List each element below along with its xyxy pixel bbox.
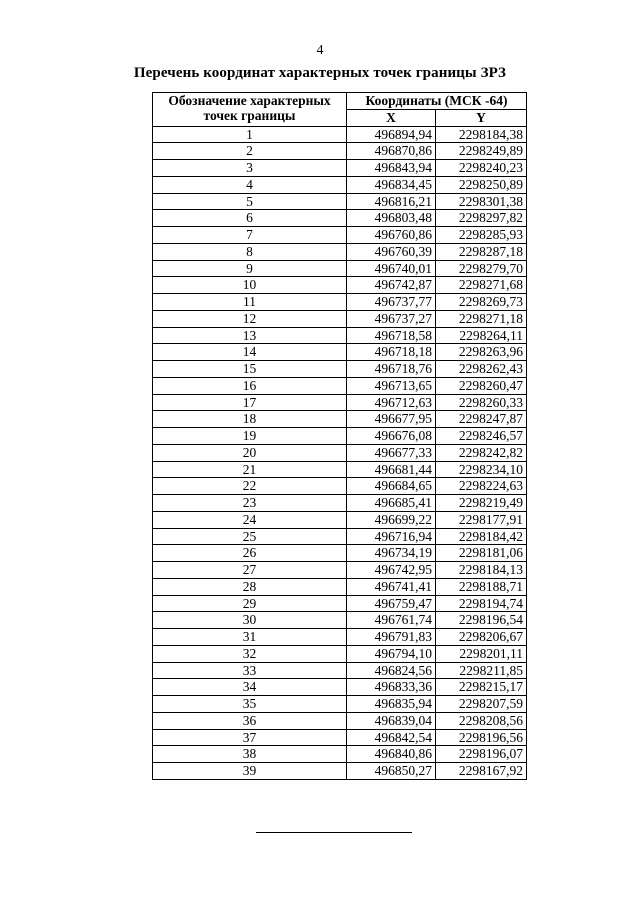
x-coordinate-cell: 496760,86 <box>347 227 436 244</box>
point-number-cell: 32 <box>153 645 347 662</box>
table-row <box>153 712 527 729</box>
point-number-cell: 26 <box>153 545 347 562</box>
table-row <box>153 495 527 512</box>
y-coordinate-cell: 2298262,43 <box>436 361 527 378</box>
x-coordinate-cell: 496842,54 <box>347 729 436 746</box>
x-coordinate-cell: 496713,65 <box>347 377 436 394</box>
header-point-designation: Обозначение характерных точек границы <box>153 93 347 127</box>
y-coordinate-cell: 2298260,47 <box>436 377 527 394</box>
y-coordinate-cell: 2298184,13 <box>436 562 527 579</box>
x-coordinate-cell: 496839,04 <box>347 712 436 729</box>
table-row <box>153 679 527 696</box>
x-coordinate-cell: 496761,74 <box>347 612 436 629</box>
point-number-cell: 11 <box>153 294 347 311</box>
y-coordinate-cell: 2298250,89 <box>436 176 527 193</box>
y-coordinate-cell: 2298264,11 <box>436 327 527 344</box>
y-coordinate-cell: 2298301,38 <box>436 193 527 210</box>
point-number-cell: 17 <box>153 394 347 411</box>
point-number-cell: 28 <box>153 578 347 595</box>
table-row <box>153 763 527 780</box>
table-row <box>153 645 527 662</box>
table-row <box>153 361 527 378</box>
y-coordinate-cell: 2298181,06 <box>436 545 527 562</box>
point-number-cell: 2 <box>153 143 347 160</box>
table-body <box>153 126 527 779</box>
x-coordinate-cell: 496850,27 <box>347 763 436 780</box>
point-number-cell: 36 <box>153 712 347 729</box>
x-coordinate-cell: 496794,10 <box>347 645 436 662</box>
y-coordinate-cell: 2298184,42 <box>436 528 527 545</box>
table-row <box>153 160 527 177</box>
page-number: 4 <box>316 43 324 58</box>
table-row <box>153 210 527 227</box>
table-header <box>153 93 527 127</box>
point-number-cell: 6 <box>153 210 347 227</box>
y-coordinate-cell: 2298194,74 <box>436 595 527 612</box>
x-coordinate-cell: 496685,41 <box>347 495 436 512</box>
x-coordinate-cell: 496681,44 <box>347 461 436 478</box>
point-number-cell: 13 <box>153 327 347 344</box>
point-number-cell: 3 <box>153 160 347 177</box>
table-row <box>153 143 527 160</box>
x-coordinate-cell: 496718,76 <box>347 361 436 378</box>
y-coordinate-cell: 2298271,18 <box>436 310 527 327</box>
table-row <box>153 629 527 646</box>
x-coordinate-cell: 496699,22 <box>347 511 436 528</box>
header-x: X <box>347 109 436 126</box>
y-coordinate-cell: 2298167,92 <box>436 763 527 780</box>
point-number-cell: 4 <box>153 176 347 193</box>
y-coordinate-cell: 2298206,67 <box>436 629 527 646</box>
x-coordinate-cell: 496759,47 <box>347 595 436 612</box>
x-coordinate-cell: 496803,48 <box>347 210 436 227</box>
table-row <box>153 696 527 713</box>
point-number-cell: 31 <box>153 629 347 646</box>
table-row <box>153 227 527 244</box>
y-coordinate-cell: 2298263,96 <box>436 344 527 361</box>
y-coordinate-cell: 2298201,11 <box>436 645 527 662</box>
table-row <box>153 528 527 545</box>
y-coordinate-cell: 2298249,89 <box>436 143 527 160</box>
y-coordinate-cell: 2298211,85 <box>436 662 527 679</box>
point-number-cell: 20 <box>153 444 347 461</box>
x-coordinate-cell: 496737,77 <box>347 294 436 311</box>
x-coordinate-cell: 496835,94 <box>347 696 436 713</box>
point-number-cell: 1 <box>153 126 347 143</box>
y-coordinate-cell: 2298246,57 <box>436 428 527 445</box>
y-coordinate-cell: 2298196,56 <box>436 729 527 746</box>
y-coordinate-cell: 2298240,23 <box>436 160 527 177</box>
table-row <box>153 428 527 445</box>
y-coordinate-cell: 2298215,17 <box>436 679 527 696</box>
y-coordinate-cell: 2298196,54 <box>436 612 527 629</box>
table-row <box>153 344 527 361</box>
x-coordinate-cell: 496716,94 <box>347 528 436 545</box>
x-coordinate-cell: 496737,27 <box>347 310 436 327</box>
coordinates-table <box>152 92 527 780</box>
x-coordinate-cell: 496760,39 <box>347 243 436 260</box>
point-number-cell: 37 <box>153 729 347 746</box>
point-number-cell: 23 <box>153 495 347 512</box>
x-coordinate-cell: 496840,86 <box>347 746 436 763</box>
point-number-cell: 7 <box>153 227 347 244</box>
table-row <box>153 260 527 277</box>
point-number-cell: 29 <box>153 595 347 612</box>
table-row <box>153 243 527 260</box>
point-number-cell: 22 <box>153 478 347 495</box>
table-row <box>153 461 527 478</box>
point-number-cell: 12 <box>153 310 347 327</box>
table-row <box>153 578 527 595</box>
x-coordinate-cell: 496677,95 <box>347 411 436 428</box>
x-coordinate-cell: 496870,86 <box>347 143 436 160</box>
x-coordinate-cell: 496824,56 <box>347 662 436 679</box>
point-number-cell: 10 <box>153 277 347 294</box>
y-coordinate-cell: 2298208,56 <box>436 712 527 729</box>
y-coordinate-cell: 2298184,38 <box>436 126 527 143</box>
y-coordinate-cell: 2298242,82 <box>436 444 527 461</box>
x-coordinate-cell: 496740,01 <box>347 260 436 277</box>
table-row <box>153 193 527 210</box>
point-number-cell: 38 <box>153 746 347 763</box>
y-coordinate-cell: 2298219,49 <box>436 495 527 512</box>
table-row <box>153 662 527 679</box>
header-coordinates: Координаты (МСК -64) <box>347 93 527 110</box>
y-coordinate-cell: 2298234,10 <box>436 461 527 478</box>
x-coordinate-cell: 496676,08 <box>347 428 436 445</box>
x-coordinate-cell: 496734,19 <box>347 545 436 562</box>
x-coordinate-cell: 496791,83 <box>347 629 436 646</box>
point-number-cell: 25 <box>153 528 347 545</box>
y-coordinate-cell: 2298260,33 <box>436 394 527 411</box>
table-row <box>153 746 527 763</box>
table-row <box>153 277 527 294</box>
table-row <box>153 176 527 193</box>
table-row <box>153 126 527 143</box>
table-row <box>153 545 527 562</box>
y-coordinate-cell: 2298285,93 <box>436 227 527 244</box>
point-number-cell: 24 <box>153 511 347 528</box>
point-number-cell: 14 <box>153 344 347 361</box>
x-coordinate-cell: 496677,33 <box>347 444 436 461</box>
table-row <box>153 310 527 327</box>
table-row <box>153 294 527 311</box>
point-number-cell: 16 <box>153 377 347 394</box>
table-row <box>153 394 527 411</box>
y-coordinate-cell: 2298279,70 <box>436 260 527 277</box>
table-row <box>153 478 527 495</box>
table-row <box>153 377 527 394</box>
x-coordinate-cell: 496816,21 <box>347 193 436 210</box>
table-header-row-top <box>153 93 527 110</box>
x-coordinate-cell: 496843,94 <box>347 160 436 177</box>
y-coordinate-cell: 2298287,18 <box>436 243 527 260</box>
point-number-cell: 35 <box>153 696 347 713</box>
table-row <box>153 511 527 528</box>
table-row <box>153 562 527 579</box>
point-number-cell: 19 <box>153 428 347 445</box>
point-number-cell: 8 <box>153 243 347 260</box>
point-number-cell: 15 <box>153 361 347 378</box>
y-coordinate-cell: 2298247,87 <box>436 411 527 428</box>
x-coordinate-cell: 496742,87 <box>347 277 436 294</box>
point-number-cell: 39 <box>153 763 347 780</box>
point-number-cell: 21 <box>153 461 347 478</box>
table-row <box>153 612 527 629</box>
table-row <box>153 327 527 344</box>
y-coordinate-cell: 2298269,73 <box>436 294 527 311</box>
y-coordinate-cell: 2298224,63 <box>436 478 527 495</box>
table-row <box>153 595 527 612</box>
table-row <box>153 444 527 461</box>
x-coordinate-cell: 496742,95 <box>347 562 436 579</box>
y-coordinate-cell: 2298188,71 <box>436 578 527 595</box>
y-coordinate-cell: 2298271,68 <box>436 277 527 294</box>
x-coordinate-cell: 496741,41 <box>347 578 436 595</box>
x-coordinate-cell: 496833,36 <box>347 679 436 696</box>
x-coordinate-cell: 496718,58 <box>347 327 436 344</box>
header-y: Y <box>436 109 527 126</box>
point-number-cell: 27 <box>153 562 347 579</box>
document-title: Перечень координат характерных точек границы ЗРЗ <box>133 65 507 81</box>
point-number-cell: 30 <box>153 612 347 629</box>
x-coordinate-cell: 496712,63 <box>347 394 436 411</box>
x-coordinate-cell: 496894,94 <box>347 126 436 143</box>
y-coordinate-cell: 2298177,91 <box>436 511 527 528</box>
y-coordinate-cell: 2298196,07 <box>436 746 527 763</box>
point-number-cell: 34 <box>153 679 347 696</box>
table-row <box>153 411 527 428</box>
x-coordinate-cell: 496834,45 <box>347 176 436 193</box>
x-coordinate-cell: 496718,18 <box>347 344 436 361</box>
footer-rule <box>256 832 412 833</box>
y-coordinate-cell: 2298207,59 <box>436 696 527 713</box>
x-coordinate-cell: 496684,65 <box>347 478 436 495</box>
y-coordinate-cell: 2298297,82 <box>436 210 527 227</box>
table-row <box>153 729 527 746</box>
point-number-cell: 18 <box>153 411 347 428</box>
point-number-cell: 5 <box>153 193 347 210</box>
point-number-cell: 9 <box>153 260 347 277</box>
point-number-cell: 33 <box>153 662 347 679</box>
